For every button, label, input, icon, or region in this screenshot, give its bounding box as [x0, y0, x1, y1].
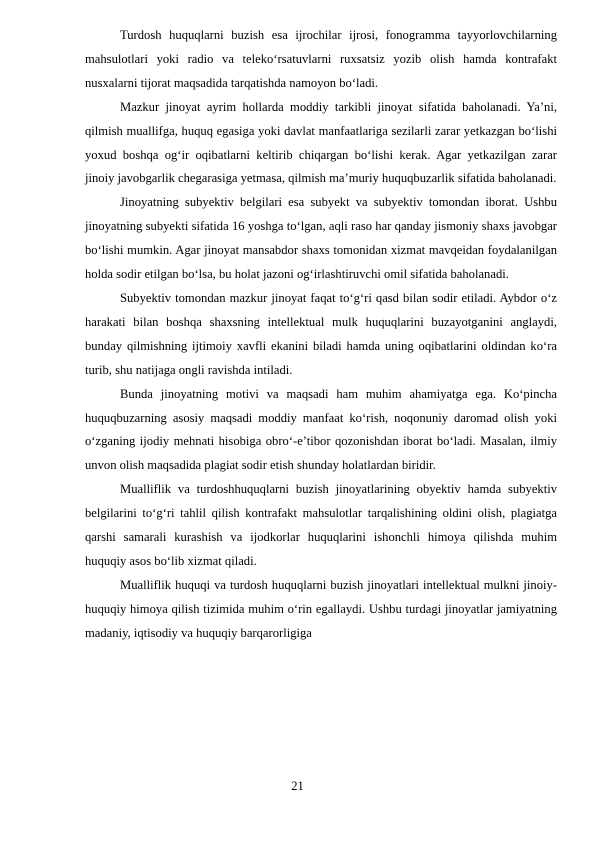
paragraph-4: Subyektiv tomondan mazkur jinoyat faqat to‘g‘ri qasd bilan sodir etiladi. Aybdor o‘z harakati bilan boshqa shaxsning intellektual mulk huquqlarini buzayotganini anglaydi, bunday qilmishning ijtimoiy xavfli ekanini biladi hamda uning oqibatlarini oldindan ko‘ra turib, shu natijaga ongli ravishda intiladi.: [85, 290, 557, 377]
paragraph-3: Jinoyatning subyektiv belgilari esa subyekt va subyektiv tomondan iborat. Ushbu jinoyatning subyekti sifatida 16 yoshga to‘lgan, aqli raso har qanday jismoniy shaxs javobgar bo‘lishi mumkin. Agar jinoyat mansabdor shaxs tomonidan xizmat mavqeidan foydalanilgan holda sodir etilgan bo‘lsa, bu holat jazoni og‘irlashtiruvchi omil sifatida baholanadi.: [85, 195, 557, 282]
paragraph-2: Mazkur jinoyat ayrim hollarda moddiy tarkibli jinoyat sifatida baholanadi. Ya’ni, qilmish muallifga, huquq egasiga yoki davlat manfaatlariga sezilarli zarar yetkazgan bo‘lishi yoxud boshqa og‘ir oqibatlarni keltirib chiqargan bo‘lishi kerak. Agar yetkazilgan zarar jinoiy javobgarlik chegarasiga yetmasa, qilmish ma’muriy huquqbuzarlik sifatida baholanadi.: [85, 99, 557, 186]
page-number: 21: [291, 779, 304, 793]
paragraph-1: Turdosh huquqlarni buzish esa ijrochilar ijrosi, fonogramma tayyorlovchilarning mahsulotlari yoki radio va teleko‘rsatuvlarni ruxsatsiz yozib olish hamda kontrafakt nusxalarni tijorat maqsadida tarqatishda namoyon bo‘ladi.: [85, 28, 557, 90]
paragraph-6: Mualliflik va turdoshhuquqlarni buzish jinoyatlarining obyektiv hamda subyektiv belgilarini to‘g‘ri tahlil qilish kontrafakt mahsulotlar tarqalishining oldini olish, plagiatga qarshi samarali kurashish va ijodkorlar huquqlarini ishonchli himoya qilishda muhim huquqiy asos bo‘lib xizmat qiladi.: [85, 482, 557, 568]
paragraph-5: Bunda jinoyatning motivi va maqsadi ham muhim ahamiyatga ega. Ko‘pincha huquqbuzarning asosiy maqsadi moddiy manfaat ko‘rish, noqonuniy daromad olish yoki o‘zganing ijodiy mehnati hisobiga obro‘-e’tibor qozonishdan iborat bo‘ladi. Masalan, ilmiy unvon olish maqsadida plagiat sodir etish shunday holatlardan biridir.: [85, 386, 557, 473]
paragraph-7: Mualliflik huquqi va turdosh huquqlarni buzish jinoyatlari intellektual mulkni jinoiy-huquqiy himoya qilish tizimida muhim o‘rin egallaydi. Ushbu turdagi jinoyatlar jamiyatning madaniy, iqtisodiy va huquqiy barqarorligiga: [85, 577, 557, 640]
document-body: [85, 24, 557, 646]
